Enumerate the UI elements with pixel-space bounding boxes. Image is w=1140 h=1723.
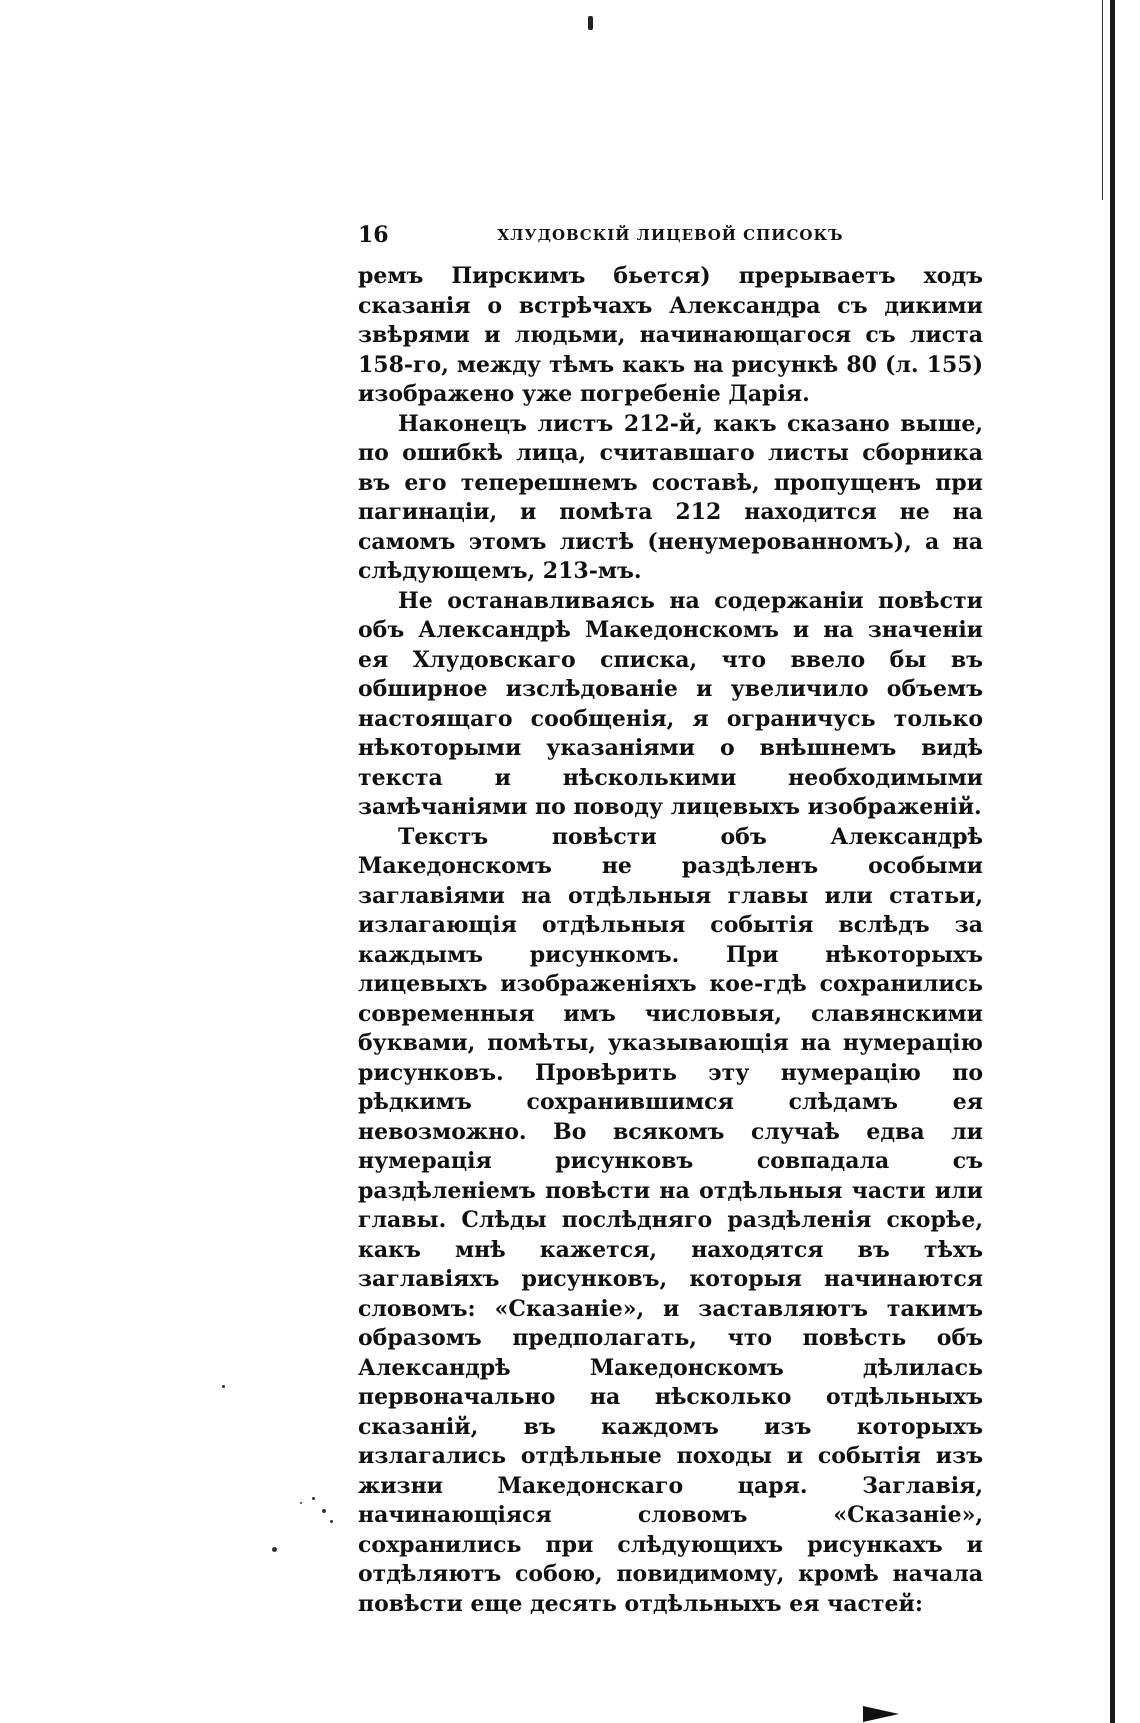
- scan-edge-line: [1102, 0, 1103, 200]
- scan-speck: [588, 16, 593, 30]
- body-text: [358, 262, 983, 1619]
- paragraph: Текстъ повѣсти объ Александрѣ Македонскомъ не раздѣленъ особыми заглавіями на отдѣльныя главы или статьи, излагающія отдѣльныя событія вслѣдъ за каждымъ рисункомъ. При нѣкоторыхъ лицевыхъ изображеніяхъ кое-гдѣ сохранились современныя имъ числовыя, славянскими буквами, помѣты, указывающія на нумерацію рисунковъ. Провѣрить эту нумерацію по рѣдкимъ сохранившимся слѣдамъ ея невозможно. Во всякомъ случаѣ едва ли нумерація рисунковъ совпадала съ раздѣленіемъ повѣсти на отдѣльныя части или главы. Слѣды послѣдняго раздѣленія скорѣе, какъ мнѣ кажется, находятся въ тѣхъ заглавіяхъ рисунковъ, которыя начинаются словомъ: «Сказаніе», и заставляютъ такимъ образомъ предполагать, что повѣсть объ Александрѣ Македонскомъ дѣлилась первоначально на нѣсколько отдѣльныхъ сказаній, въ каждомъ изъ которыхъ излагались отдѣльные походы и событія изъ жизни Македонскаго царя. Заглавія, начинающіяся словомъ «Сказаніе», сохранились при слѣдующихъ рисункахъ и отдѣляютъ собою, повидимому, кромѣ начала повѣсти еще десять отдѣльныхъ ея частей:: [358, 823, 983, 1617]
- running-head: ХЛУДОВСКІЙ ЛИЦЕВОЙ СПИСОКЪ: [497, 226, 844, 244]
- scan-mark: [863, 1706, 899, 1722]
- paragraph: Не останавливаясь на содержаніи повѣсти объ Александрѣ Македонскомъ и на значеніи ея Хлудовскаго списка, что ввело бы въ обширное изслѣдованіе и увеличило объемъ настоящаго сообщенія, я ограничусь только нѣкоторыми указаніями о внѣшнемъ видѣ текста и нѣсколькими необходимыми замѣчаніями по поводу лицевыхъ изображеній.: [358, 587, 983, 820]
- paragraph: Наконецъ листъ 212-й, какъ сказано выше, по ошибкѣ лица, считавшаго листы сборника въ его теперешнемъ составѣ, пропущенъ при пагинаціи, и помѣта 212 находится не на самомъ этомъ листѣ (ненумерованномъ), а на слѣдующемъ, 213-мъ.: [358, 410, 983, 584]
- page-number: 16: [358, 222, 389, 248]
- page-header: [358, 222, 983, 252]
- paragraph-continuation: ремъ Пирскимъ бьется) прерываетъ ходъ сказанія о встрѣчахъ Александра съ дикими звѣрями и людьми, начинающагося съ листа 158-го, между тѣмъ какъ на рисункѣ 80 (л. 155) изображено уже погребеніе Дарія.: [358, 263, 983, 407]
- scan-edge-border: [1110, 0, 1115, 1723]
